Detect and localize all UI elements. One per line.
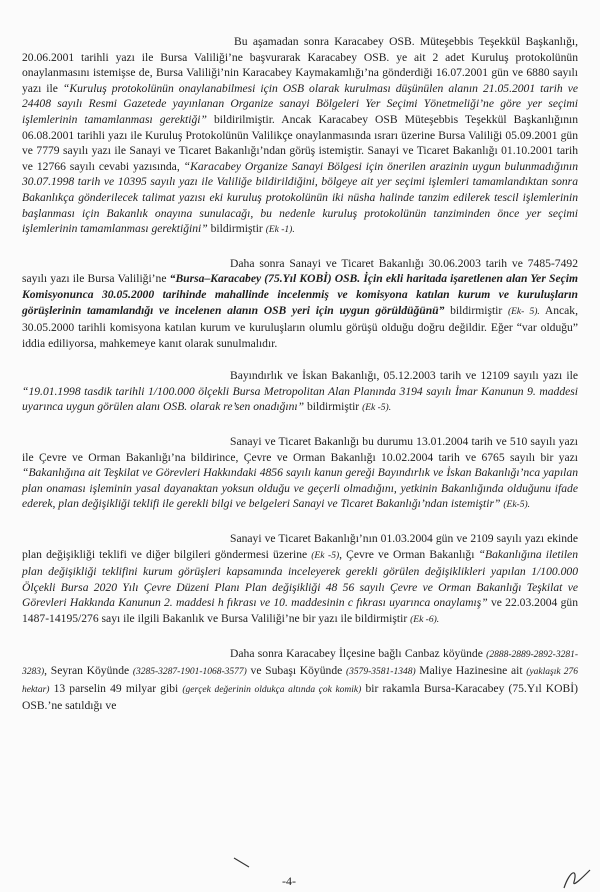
quoted-text: “Kuruluş protokolünün onaylanabilmesi için OSB olarak kurulması düşünülen alanın 21.05.2001 tarih ve 24408 sayılı Resmi Gazetede yayınlanan Organize sanayi Bölgeleri Yer Seçimi Yönetmeliği’ne göre yer seçimi işlemlerinin tamamlanması gerektiği”	[22, 81, 578, 126]
paragraph-6	[22, 646, 578, 714]
text-run: Ancak, 30.05.2000 tarihli komisyona katılan kurum ve kuruluşların olumlu görüşü olduğu doğru değildir. Eğer “var olduğu” iddia ediliyorsa, mahkemeye kanıt olarak sunulmalıdır.	[22, 303, 578, 350]
text-run: Daha sonra Karacabey İlçesine bağlı Canbaz köyünde	[230, 646, 487, 660]
text-run: ve Subaşı Köyünde	[246, 664, 346, 678]
annex-reference: (Ek-5).	[503, 500, 530, 511]
page-number: -4-	[282, 874, 296, 888]
text-run: Maliye Hazinesine ait	[415, 664, 527, 678]
quoted-text: “19.01.1998 tasdik tarihli 1/100.000 ölçekli Bursa Metropolitan Alan Planında 3194 sayılı İmar Kanunun 9. maddesi uyarınca uygun görülen alanı OSB. olarak re’sen onadığını”	[22, 384, 578, 414]
paragraph-5	[22, 531, 578, 629]
text-run: Bayındırlık ve İskan Bakanlığı, 05.12.2003 tarih ve 12109 sayılı yazı ile	[230, 369, 578, 383]
text-run: Sanayi ve Ticaret Bakanlığı bu durumu 13.01.2004 tarih ve 510 sayılı yazı ile Çevre ve Orman Bakanlığı’na bildirince, Çevre ve Orman Bakanlığı 10.02.2004 tarih ve 6765 sayılı bir yazı	[22, 435, 578, 464]
text-run: bildirmiştir	[207, 222, 266, 236]
annex-reference: (3579-3581-1348)	[345, 667, 416, 678]
text-run: bildirilmiştir. Ancak Karacabey OSB Müteşebbis Teşekkül Başkanlığının 06.08.2001 tarihli yazı ile Kuruluş Protokolünün Valilikçe onaylanmasında ısrarı üzerine Bursa Valiliği 05.09.2001 gün ve 7779 sayılı yazı ile Sanayi ve Ticaret Bakanlığı’ndan görüş istemiştir. Sanayi ve Ticaret Bakanlığı 01.10.2001 tarih ve 12766 sayılı cevabi yazısında,	[22, 112, 579, 173]
text-run: Sanayi ve Ticaret Bakanlığı’nın 01.03.2004 gün ve 2109 sayılı yazı ekinde plan değişikliği teklifi ve diğer bilgileri göndermesi üzerine	[22, 532, 578, 561]
quoted-text: “Bakanlığına ait Teşkilat ve Görevleri Hakkındaki 4856 sayılı kanun gereği Bayındırlık ve İskan Bakanlığı’nca yapılan plan onaması işleminin yasal dayanaktan yoksun olduğu ve geçerli olmadığını, yetkinin Bakanlığında olduğunu ifade ederek, plan değişikliği teklifi ile gerekli bilgi ve belgeleri Sanayi ve Ticaret Bakanlığı’ndan istemiştir”	[22, 466, 578, 511]
text-run: ve 22.03.2004 gün 1487-14195/276 sayı ile ilgili Bakanlık ve Bursa Valiliği’ne bir yazı ile bildirmiştir	[22, 596, 579, 625]
text-run: , Seyran Köyünde	[44, 664, 133, 678]
quoted-text: “Bakanlığına iletilen plan değişikliği teklifini kurum görüşleri kapsamında inceleyerek gerekli görülen değişiklikleri yapılan 1/100.000 Ölçekli Bursa 2020 Yılı Çevre Düzeni Planı Plan değişikliği 48 56 sayılı Çevre ve Orman Bakanlığı Teşkilat ve Görevleri Hakkında Kanunun 2. maddesi h fıkrası ve 10. maddesinin c fıkrası uyarınca onaylamış”	[22, 547, 579, 610]
quoted-text: “Karacabey Organize Sanayi Bölgesi için önerilen arazinin uygun bulunmadığının 30.07.1998 tarih ve 10395 sayılı yazı ile Valiliğe bildirildiğini, bölgeye ait yer seçimi işlemleri tamamlandıktan sonra Bakanlıkça gönderilecek talimat yazısı eki kuruluş protokolünün iki nüsha halinde tanzim edilerek tescil işlemlerinin başlanması için Bakanlık onayına sunulacağı, bu nedenle kuruluş protokolünün tanziminden önce yer seçimi işlemlerinin tamamlanması gerektiğini”	[22, 159, 578, 236]
paragraph-4	[22, 434, 578, 514]
quoted-text: “Bursa–Karacabey (75.Yıl KOBİ) OSB. İçin ekli haritada işaretlenen alan Yer Seçim Komisyonunca 30.05.2000 tarihinde mahallinde incelenmiş ve komisyona katılan kurum ve kuruluşların görüşlerinin tamamlandığı ve incelenen alanın OSB yeri için uygun görüldüğünü”	[22, 272, 578, 317]
paragraph-3	[22, 368, 578, 417]
text-run: bildirmiştir	[304, 400, 363, 414]
annex-reference: (2888-2889-2892-3281-3283)	[22, 649, 578, 678]
annex-reference: (Ek -5).	[362, 403, 392, 414]
pen-mark	[232, 856, 252, 870]
text-run: Bu aşamadan sonra Karacabey OSB. Müteşebbis Teşekkül Başkanlığı, 20.06.2001 tarihli yazı ile Bursa Valiliği’ne başvurarak Karacabey OSB. ye ait 2 adet Kuruluş protokolünün onaylanmasını istemişse de, Bursa Valiliği’nin Karacabey Kaymakamlığı’na gönderdiği 16.07.2001 gün ve 6880 sayılı yazı ile	[22, 35, 578, 95]
signature-mark	[560, 866, 594, 892]
text-run: , Çevre ve Orman Bakanlığı	[339, 547, 479, 561]
annex-reference: (Ek- 5).	[507, 306, 540, 317]
text-run: 13 parselin 49 milyar gibi	[49, 681, 183, 695]
annex-reference: (Ek -5)	[311, 550, 340, 561]
text-run: Daha sonra Sanayi ve Ticaret Bakanlığı 30.06.2003 tarih ve 7485-7492 sayılı yazı ile Bursa Valiliği’ne	[22, 256, 578, 286]
text-run: bir rakamla Bursa-Karacabey (75.Yıl KOBİ) OSB.’ne satıldığı ve	[22, 681, 578, 713]
annex-reference: (Ek -1).	[265, 225, 295, 236]
annex-reference: (Ek -6).	[410, 615, 440, 625]
paragraph-2	[22, 256, 578, 352]
annex-reference: (yaklaşık 276 hektar)	[22, 667, 578, 695]
paragraph-1	[22, 34, 578, 239]
text-run: bildirmiştir	[444, 303, 508, 317]
document-body	[22, 34, 578, 714]
annex-reference: (3285-3287-1901-1068-3577)	[132, 667, 247, 678]
annex-reference: (gerçek değerinin oldukça altında çok komik)	[182, 684, 362, 695]
